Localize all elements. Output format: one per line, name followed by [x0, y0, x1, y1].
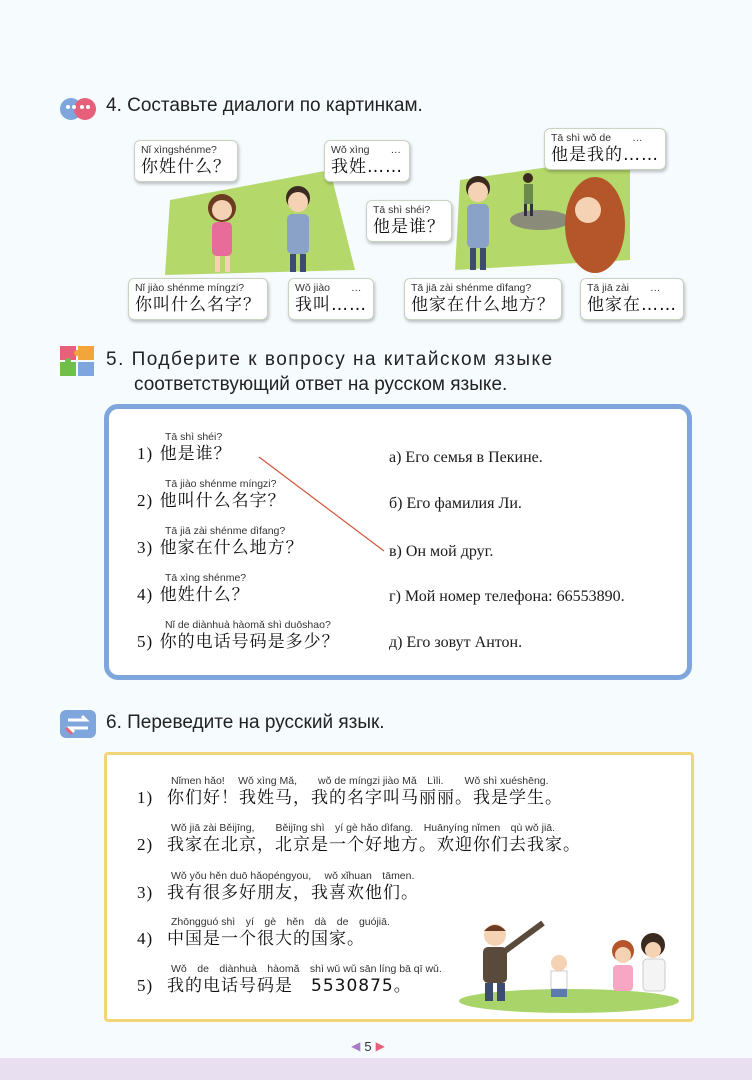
masks-icon: [58, 96, 98, 122]
bubble-ta-shi-shei: Tā shì shéi? 他是谁？: [366, 200, 452, 242]
children-illustration: [453, 905, 685, 1013]
page-number-badge: [340, 1036, 396, 1056]
task6-title: 6. Переведите на русский язык.: [106, 712, 385, 733]
task5-title-line2: соответствующий ответ на русском языке.: [134, 374, 508, 395]
footer-band: [0, 1058, 752, 1080]
arrow-right-icon: ▶: [375, 1039, 385, 1053]
question-2: Tā jiào shénme míngzi? 2) 他叫什么名字？: [137, 478, 286, 511]
example-match-line: [109, 409, 687, 675]
page-number: 5: [364, 1038, 372, 1054]
question-1: Tā shì shéi? 1) 他是谁？: [137, 431, 232, 464]
sentence-1: Nǐmen hǎo! Wǒ xìng Mǎ, wǒ de míngzi jiào Mǎ Lìli. Wǒ shì xuéshēng. 1) 你们好！我姓马，我的名字叫马丽丽。我是学生。: [137, 775, 563, 808]
sentence-4: Zhōngguó shì yí gè hěn dà de guójiā. 4) 中国是一个很大的国家。: [137, 916, 390, 949]
answer-b: б) Его фамилия Ли.: [389, 495, 522, 512]
bubble-ta-shi-wo-de: Tā shì wǒ de … 他是我的……: [544, 128, 666, 170]
task5-title-line1: 5. Подберите к вопросу на китайском языке: [106, 349, 554, 370]
sentence-3: Wǒ yǒu hěn duō hǎopéngyou, wǒ xǐhuan tāmen. 3) 我有很多好朋友，我喜欢他们。: [137, 870, 419, 903]
question-3: Tā jiā zài shénme dìfang? 3) 他家在什么地方？: [137, 525, 304, 558]
bubble-wo-jiao: Wǒ jiào … 我叫……: [288, 278, 374, 320]
girls-figure: [612, 933, 665, 991]
boy-pointing-figure: [483, 923, 543, 1001]
puzzle-icon: [58, 344, 98, 378]
arrow-left-icon: ◀: [351, 1039, 361, 1053]
bubble-wo-xing: Wǒ xìng … 我姓……: [324, 140, 410, 182]
sentence-2: Wǒ jiā zài Běijīng, Běijīng shì yí gè hǎo dìfang. Huānyíng nǐmen qù wǒ jiā. 2) 我家在北京，北京是一个好地方。欢迎你们去我家。: [137, 822, 581, 855]
sentence-5: Wǒ de diànhuà hàomǎ shì wǔ wǔ sān líng bā qī wǔ. 5) 我的电话号码是 5530875。: [137, 963, 442, 996]
small-boy-figure: [551, 955, 567, 997]
task6-translation-box: [104, 752, 694, 1022]
bubble-ta-jia-zai: Tā jiā zài … 他家在……: [580, 278, 684, 320]
question-5: Nǐ de diànhuà hàomǎ shì duōshao? 5) 你的电话号码是多少？: [137, 619, 340, 652]
question-4: Tā xìng shénme? 4) 他姓什么？: [137, 572, 250, 605]
answer-g: г) Мой номер телефона: 66553890.: [389, 588, 625, 605]
bubble-ta-jia-zai-shenme-difang: Tā jiā zài shénme dìfang? 他家在什么地方？: [404, 278, 562, 320]
task5-matching-box: [104, 404, 692, 680]
translate-arrows-icon: [58, 708, 98, 740]
bubble-ni-jiao-shenme-mingzi: Nǐ jiào shénme míngzi? 你叫什么名字？: [128, 278, 268, 320]
girl-longhair-figure: [565, 177, 625, 273]
answer-v: в) Он мой друг.: [389, 543, 494, 560]
task4-title: 4. Составьте диалоги по картинкам.: [106, 95, 423, 116]
answer-d: д) Его зовут Антон.: [389, 634, 523, 651]
bubble-ni-xing-shenme: Nǐ xìngshénme? 你姓什么？: [134, 140, 238, 182]
answer-a: а) Его семья в Пекине.: [389, 449, 543, 466]
scene-left-illustration: [160, 170, 360, 280]
